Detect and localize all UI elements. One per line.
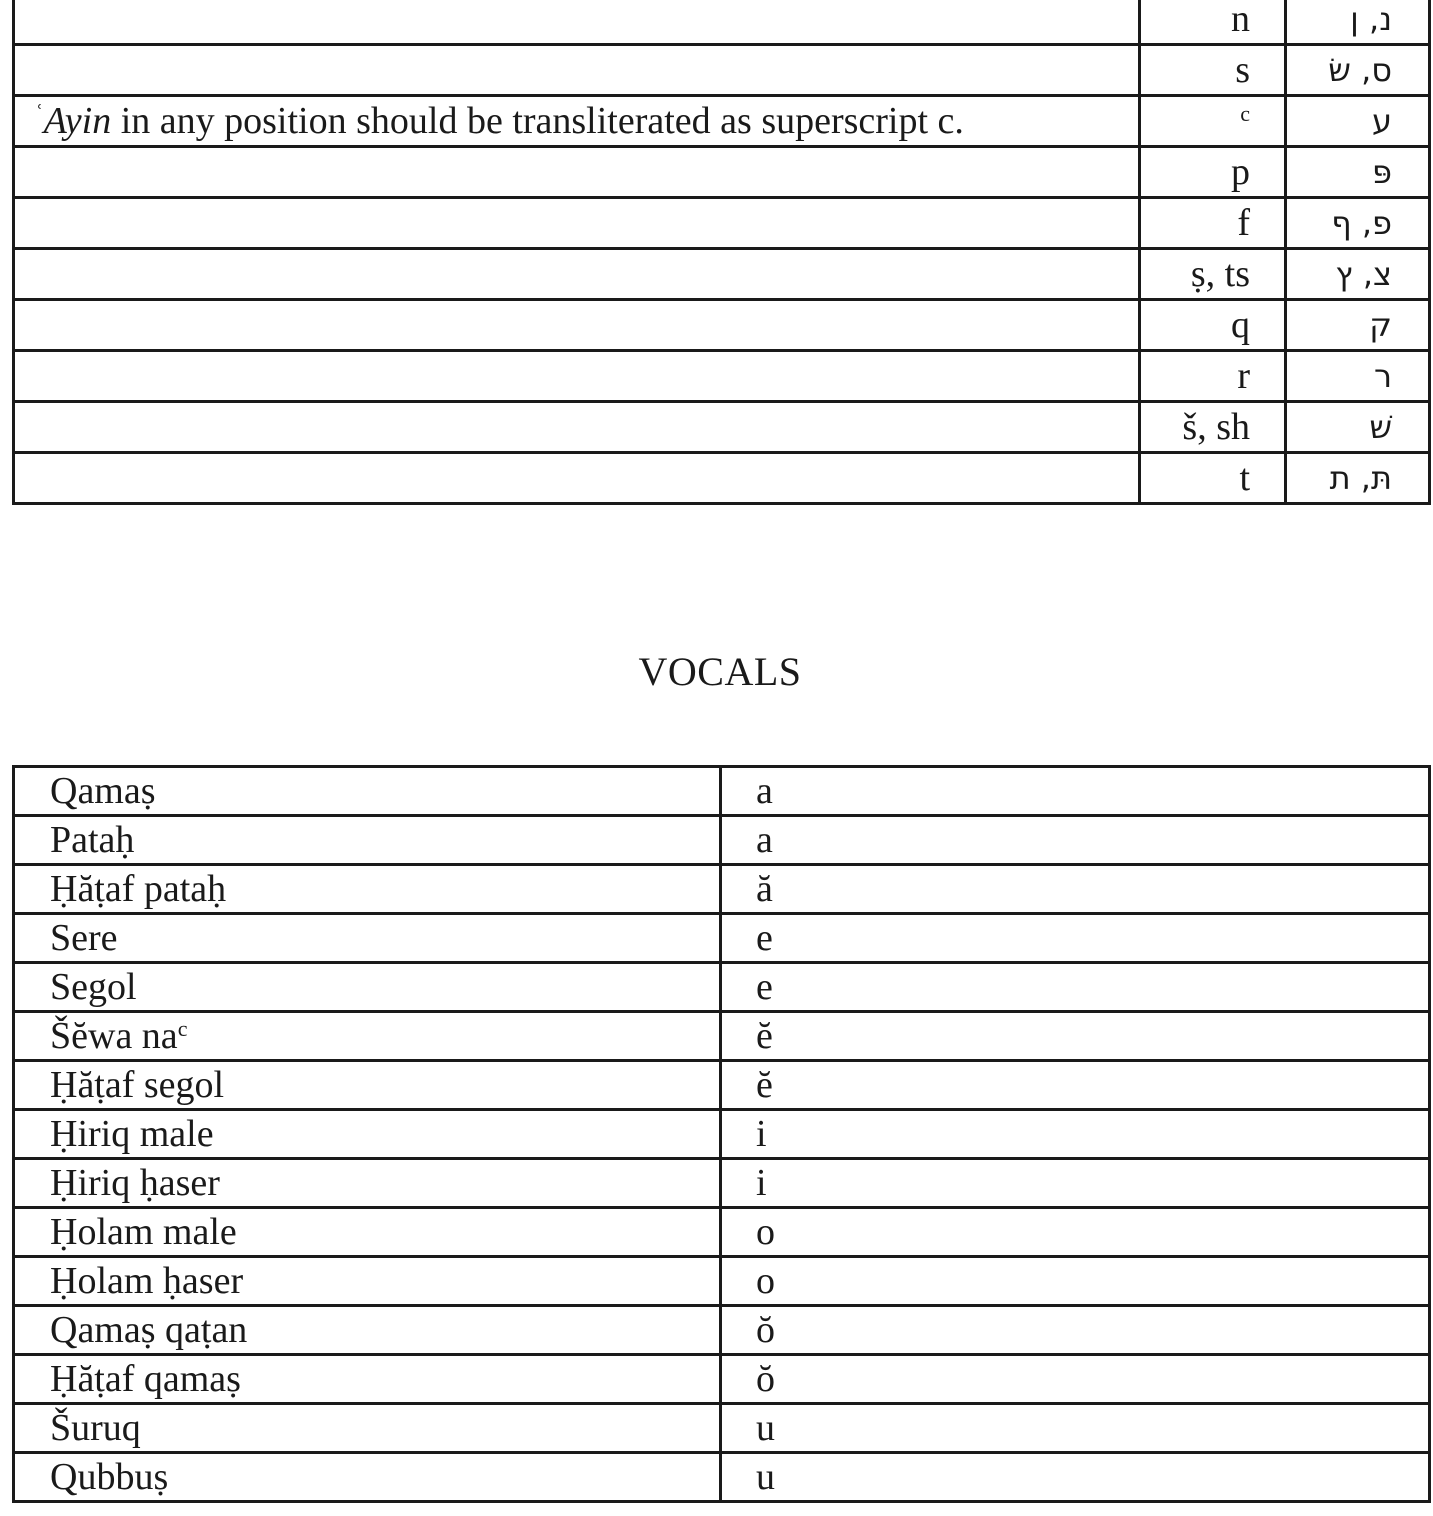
vocal-name: Qamaṣ [14, 767, 721, 816]
vocal-row [14, 1012, 1430, 1061]
consonant-row [14, 0, 1430, 45]
vocal-row [14, 1355, 1430, 1404]
vocal-transliteration: ŏ [721, 1355, 1430, 1404]
vocal-name: Ḥolam male [14, 1208, 721, 1257]
consonant-hebrew: פּ [1286, 147, 1430, 198]
vocal-transliteration: ĕ [721, 1061, 1430, 1110]
vocal-transliteration: ŏ [721, 1306, 1430, 1355]
vocal-row [14, 914, 1430, 963]
consonant-row [14, 300, 1430, 351]
consonant-transliteration: p [1140, 147, 1286, 198]
ayin-note [14, 96, 1140, 147]
consonant-hebrew: תּ, ת [1286, 453, 1430, 504]
consonant-note [14, 249, 1140, 300]
vocal-name: Segol [14, 963, 721, 1012]
consonant-note [14, 300, 1140, 351]
vocal-name: Ḥăṭaf pataḥ [14, 865, 721, 914]
ayin-italic-word: Ayin [43, 100, 112, 142]
vocal-name: Qamaṣ qaṭan [14, 1306, 721, 1355]
vocal-transliteration: u [721, 1404, 1430, 1453]
vocal-row [14, 1404, 1430, 1453]
vocal-name: Ḥiriq ḥaser [14, 1159, 721, 1208]
vocals-heading: VOCALS [638, 649, 802, 694]
vocal-row [14, 1110, 1430, 1159]
consonant-note [14, 351, 1140, 402]
vocal-transliteration: ă [721, 865, 1430, 914]
superscript-c: c [177, 1016, 188, 1041]
vocals-table [12, 765, 1431, 1503]
vocal-name: Šuruq [14, 1404, 721, 1453]
consonant-hebrew: ע [1286, 96, 1430, 147]
consonant-note [14, 0, 1140, 45]
consonant-row [14, 198, 1430, 249]
vocal-row [14, 1159, 1430, 1208]
consonant-transliteration [1140, 96, 1286, 147]
superscript-c: c [1240, 101, 1250, 126]
consonant-hebrew: פ, ף [1286, 198, 1430, 249]
vocal-row [14, 865, 1430, 914]
consonant-transliteration: t [1140, 453, 1286, 504]
consonant-transliteration: ṣ, ts [1140, 249, 1286, 300]
consonant-row [14, 147, 1430, 198]
consonant-note [14, 453, 1140, 504]
consonant-hebrew: ס, שׂ [1286, 45, 1430, 96]
consonant-note [14, 198, 1140, 249]
consonant-hebrew: שׁ [1286, 402, 1430, 453]
consonant-note [14, 147, 1140, 198]
vocal-name: Ḥăṭaf segol [14, 1061, 721, 1110]
consonant-hebrew: ק [1286, 300, 1430, 351]
consonant-hebrew: נ, ן [1286, 0, 1430, 45]
vocal-name: Ḥăṭaf qamaṣ [14, 1355, 721, 1404]
vocal-transliteration: o [721, 1257, 1430, 1306]
vocal-transliteration: e [721, 963, 1430, 1012]
vocal-row [14, 1306, 1430, 1355]
consonant-row [14, 45, 1430, 96]
consonant-transliteration: n [1140, 0, 1286, 45]
consonant-note [14, 45, 1140, 96]
vocal-row [14, 1453, 1430, 1502]
consonant-row [14, 402, 1430, 453]
consonant-transliteration: q [1140, 300, 1286, 351]
ayin-mark: ʿ [35, 100, 44, 129]
vocal-row [14, 1257, 1430, 1306]
vocal-transliteration: e [721, 914, 1430, 963]
vocal-name: Sere [14, 914, 721, 963]
consonant-row [14, 453, 1430, 504]
vocal-transliteration: o [721, 1208, 1430, 1257]
vocal-transliteration: i [721, 1110, 1430, 1159]
consonants-table [12, 0, 1431, 505]
consonant-transliteration: r [1140, 351, 1286, 402]
vocal-name: Ḥolam ḥaser [14, 1257, 721, 1306]
vocal-transliteration: a [721, 816, 1430, 865]
consonant-hebrew: צ, ץ [1286, 249, 1430, 300]
consonant-row [14, 249, 1430, 300]
vocal-row [14, 767, 1430, 816]
consonant-transliteration: f [1140, 198, 1286, 249]
consonant-transliteration: š, sh [1140, 402, 1286, 453]
vocal-row [14, 963, 1430, 1012]
consonant-row [14, 96, 1430, 147]
vocal-row [14, 816, 1430, 865]
consonant-hebrew: ר [1286, 351, 1430, 402]
vocal-transliteration: u [721, 1453, 1430, 1502]
vocal-row [14, 1208, 1430, 1257]
vocal-transliteration: i [721, 1159, 1430, 1208]
vocal-name-text: Šĕwa na [50, 1015, 178, 1057]
vocal-name: Pataḥ [14, 816, 721, 865]
vocal-row [14, 1061, 1430, 1110]
vocal-name [14, 1012, 721, 1061]
vocal-transliteration: ĕ [721, 1012, 1430, 1061]
consonant-note [14, 402, 1140, 453]
consonant-transliteration: s [1140, 45, 1286, 96]
vocal-name: Ḥiriq male [14, 1110, 721, 1159]
consonant-row [14, 351, 1430, 402]
ayin-note-text: in any position should be transliterated as superscript c. [111, 100, 964, 142]
vocal-transliteration: a [721, 767, 1430, 816]
vocal-name: Qubbuṣ [14, 1453, 721, 1502]
